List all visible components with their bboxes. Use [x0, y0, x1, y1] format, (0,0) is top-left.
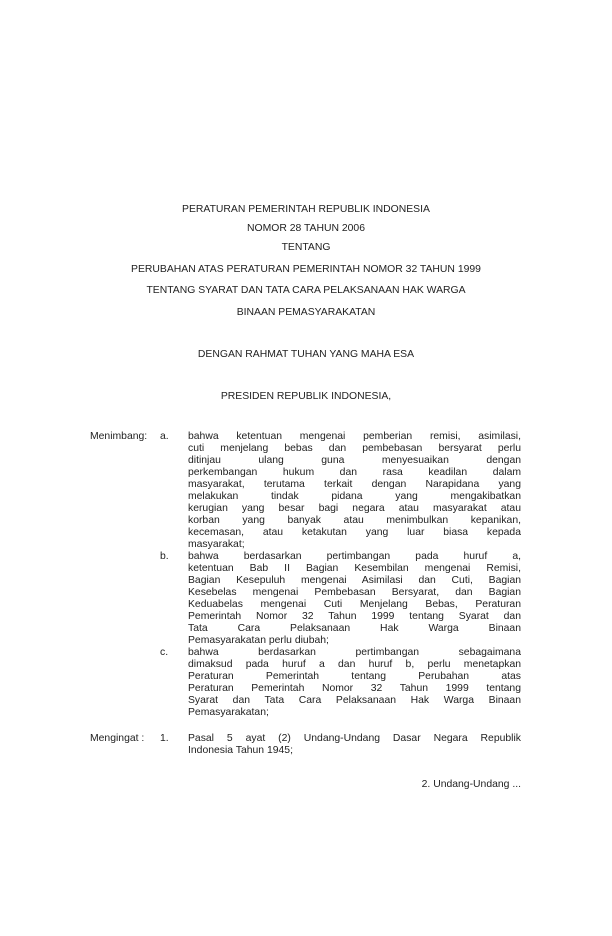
text-line: Indonesia Tahun 1945;	[188, 745, 293, 756]
list-item	[160, 431, 521, 551]
text-line: Pemasyarakatan perlu diubah;	[188, 635, 329, 646]
title-line-4: PERUBAHAN ATAS PERATURAN PEMERINTAH NOMOR 32 TAHUN 1999	[131, 264, 481, 275]
text-line: melakukan tindak pidana yang mengakibatkan	[188, 491, 521, 502]
text-line: kecemasan, atau ketakutan yang luar biasa kepada	[188, 527, 521, 538]
text-line: Syarat dan Tata Cara Pelaksanaan Hak Warga Binaan	[188, 695, 521, 706]
item-marker: a.	[160, 431, 169, 442]
considerations-body	[90, 431, 521, 791]
menimbang-items	[160, 431, 521, 719]
text-line: bahwa berdasarkan pertimbangan sebagaimana	[188, 647, 521, 658]
president: PRESIDEN REPUBLIK INDONESIA,	[220, 391, 392, 402]
title-line-5: TENTANG SYARAT DAN TATA CARA PELAKSANAAN HAK WARGA	[146, 285, 466, 296]
text-line: Pemerintah Nomor 32 Tahun 1999 tentang Syarat dan	[188, 611, 521, 622]
list-item	[160, 733, 521, 757]
text-line: Pemasyarakatan;	[188, 707, 269, 718]
text-line: Kesebelas mengenai Pembebasan Bersyarat, dan Bagian	[188, 587, 521, 598]
text-line: Tata Cara Pelaksanaan Hak Warga Binaan	[188, 623, 521, 634]
title-line-2: NOMOR 28 TAHUN 2006	[247, 223, 365, 234]
text-line: dimaksud pada huruf a dan huruf b, perlu menetapkan	[188, 659, 521, 670]
text-line: kerugian yang besar bagi negara atau masyarakat atau	[188, 503, 521, 514]
title-line-6: BINAAN PEMASYARAKATAN	[236, 307, 376, 318]
title-line-1: PERATURAN PEMERINTAH REPUBLIK INDONESIA	[182, 204, 430, 215]
text-line: perkembangan hukum dan rasa keadilan dalam	[188, 467, 521, 478]
text-line: korban yang banyak atau menimbulkan kepanikan,	[188, 515, 521, 526]
item-text	[188, 431, 521, 551]
menimbang-section	[90, 431, 521, 719]
text-line: cuti menjelang bebas dan pembebasan bersyarat perlu	[188, 443, 521, 454]
item-text	[188, 647, 521, 719]
text-line: ketentuan Bab II Bagian Kesembilan mengenai Remisi,	[188, 563, 521, 574]
item-marker: b.	[160, 551, 169, 562]
mengingat-label: Mengingat :	[90, 733, 145, 744]
title-line-3: TENTANG	[281, 242, 331, 253]
item-text	[188, 733, 521, 757]
mengingat-items	[160, 733, 521, 757]
menimbang-label: Menimbang:	[90, 431, 148, 442]
item-marker: c.	[160, 647, 169, 658]
text-line: ditinjau ulang guna menyesuaikan dengan	[188, 455, 521, 466]
text-line: Pasal 5 ayat (2) Undang-Undang Dasar Negara Republik	[188, 733, 521, 744]
page-continuation: 2. Undang-Undang ...	[421, 779, 521, 790]
item-text	[188, 551, 521, 647]
text-line: Keduabelas mengenai Cuti Menjelang Bebas, Peraturan	[188, 599, 521, 610]
list-item	[160, 551, 521, 647]
item-marker: 1.	[160, 733, 169, 744]
text-line: bahwa berdasarkan pertimbangan pada huruf a,	[188, 551, 521, 562]
list-item	[160, 647, 521, 719]
text-line: Peraturan Pemerintah Nomor 32 Tahun 1999 tentang	[188, 683, 521, 694]
text-line: Bagian Kesepuluh mengenai Asimilasi dan Cuti, Bagian	[188, 575, 521, 586]
text-line: bahwa ketentuan mengenai pemberian remisi, asimilasi,	[188, 431, 521, 442]
text-line: Peraturan Pemerintah tentang Perubahan atas	[188, 671, 521, 682]
text-line: masyarakat;	[188, 539, 245, 550]
text-line: masyarakat, terutama terkait dengan Narapidana yang	[188, 479, 521, 490]
mengingat-section	[90, 733, 521, 757]
blessing: DENGAN RAHMAT TUHAN YANG MAHA ESA	[197, 349, 415, 360]
